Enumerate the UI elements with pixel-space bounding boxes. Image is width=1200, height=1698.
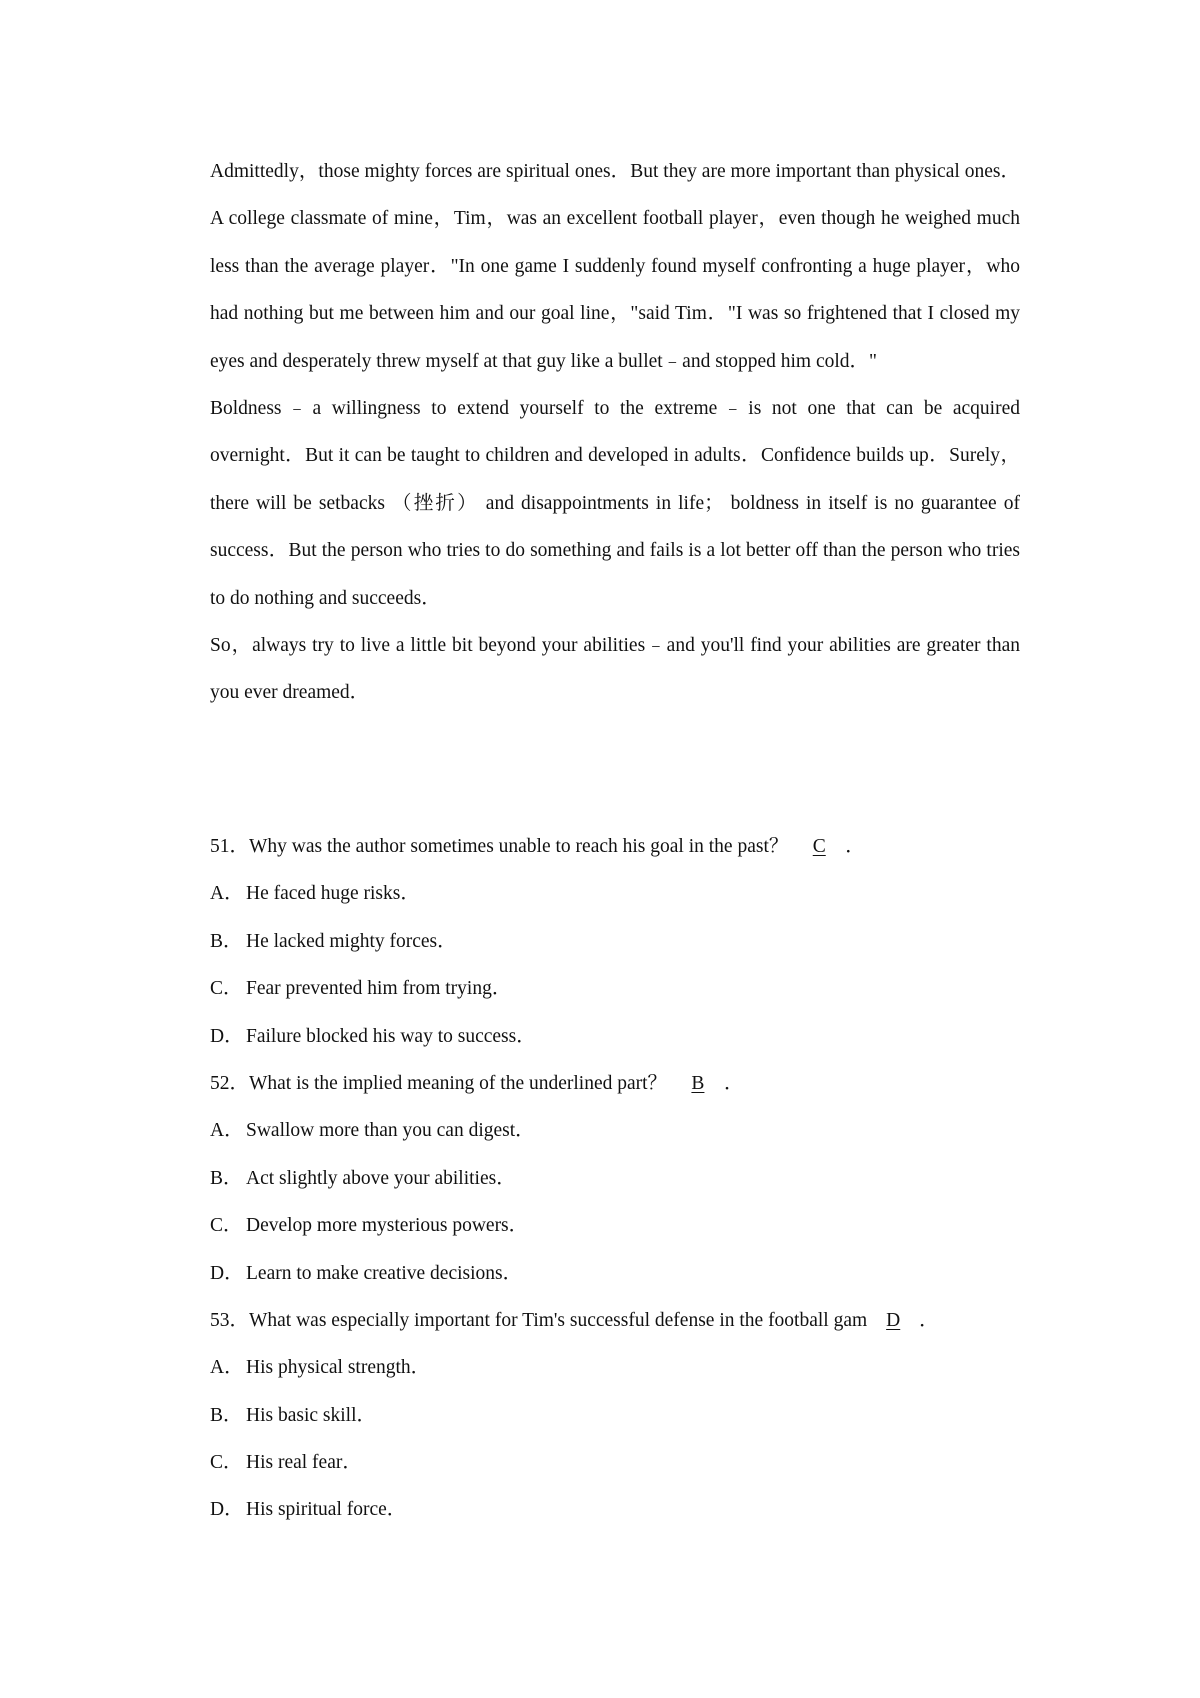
option-text: His physical strength． <box>246 1357 431 1379</box>
question-list <box>210 823 1020 1534</box>
option-text: Learn to make creative decisions． <box>246 1262 523 1284</box>
reading-passage <box>210 148 1020 717</box>
question-stem <box>210 823 1020 870</box>
question-end: ． <box>845 836 865 857</box>
option-label: D． <box>210 1025 244 1047</box>
answer-option <box>210 1439 1020 1486</box>
answer-option <box>210 1107 1020 1154</box>
option-label: C． <box>210 978 243 1000</box>
option-text: Failure blocked his way to success． <box>246 1025 536 1047</box>
answer-option <box>210 1013 1020 1060</box>
answer-option <box>210 1202 1020 1249</box>
passage-paragraph: Boldness﹣a willingness to extend yourself to the extreme﹣is not one that can be acquired overnight．But it can be taught to children and developed in adults．Confidence builds up．Surely，there will be setbacks （挫折） and disappointments in life； boldness in itself is no guarantee of success．But the person who tries to do something and fails is a lot better off than the person who tries to do nothing and succeeds． <box>210 398 1020 609</box>
answer-option <box>210 1250 1020 1297</box>
option-text: Swallow more than you can digest． <box>246 1120 535 1142</box>
option-label: A． <box>210 883 244 905</box>
option-label: A． <box>210 1357 244 1379</box>
option-text: Develop more mysterious powers． <box>246 1215 529 1237</box>
answer-option <box>210 1392 1020 1439</box>
option-text: Act slightly above your abilities． <box>246 1167 516 1189</box>
option-text: He lacked mighty forces． <box>246 930 457 952</box>
option-label: B． <box>210 1167 243 1189</box>
question-text: 52．What is the implied meaning of the underlined part？ <box>210 1072 668 1094</box>
option-label: D． <box>210 1262 244 1284</box>
passage-paragraph: So，always try to live a little bit beyond your abilities﹣and you'll find your abilities are greater than you ever dreamed． <box>210 635 1020 704</box>
option-label: A． <box>210 1120 244 1142</box>
answer-option <box>210 1344 1020 1391</box>
option-text: Fear prevented him from trying． <box>246 978 512 1000</box>
answer-option <box>210 870 1020 917</box>
option-text: He faced huge risks． <box>246 883 420 905</box>
question-end: ． <box>723 1072 744 1094</box>
option-text: His basic skill． <box>246 1404 376 1426</box>
option-text: His spiritual force． <box>246 1499 407 1521</box>
option-label: C． <box>210 1215 243 1237</box>
answer-blank: D <box>886 1309 901 1331</box>
question-stem <box>210 1297 1020 1344</box>
answer-option <box>210 1486 1020 1533</box>
question-end: ． <box>919 1309 939 1331</box>
passage-paragraph: Admittedly，those mighty forces are spiritual ones．But they are more important than physical ones．A college classmate of mine，Tim，was an excellent football player，even though he weighed much less than the average player．"In one game I suddenly found myself confronting a huge player，who had nothing but me between him and our goal line，"said Tim．"I was so frightened that I closed my eyes and desperately threw myself at that guy like a bullet﹣and stopped him cold．" <box>210 161 1020 372</box>
option-label: D． <box>210 1499 244 1521</box>
answer-option <box>210 965 1020 1012</box>
option-label: B． <box>210 930 243 952</box>
option-text: His real fear． <box>246 1452 362 1474</box>
option-label: C． <box>210 1452 243 1474</box>
question-stem <box>210 1060 1020 1107</box>
question-text: 53．What was especially important for Tim's successful defense in the football gam <box>210 1309 868 1331</box>
answer-blank: B <box>691 1072 705 1094</box>
answer-option <box>210 918 1020 965</box>
question-text: 51．Why was the author sometimes unable to reach his goal in the past？ <box>210 836 789 857</box>
option-label: B． <box>210 1404 243 1426</box>
answer-blank: C <box>812 836 826 857</box>
answer-option <box>210 1155 1020 1202</box>
